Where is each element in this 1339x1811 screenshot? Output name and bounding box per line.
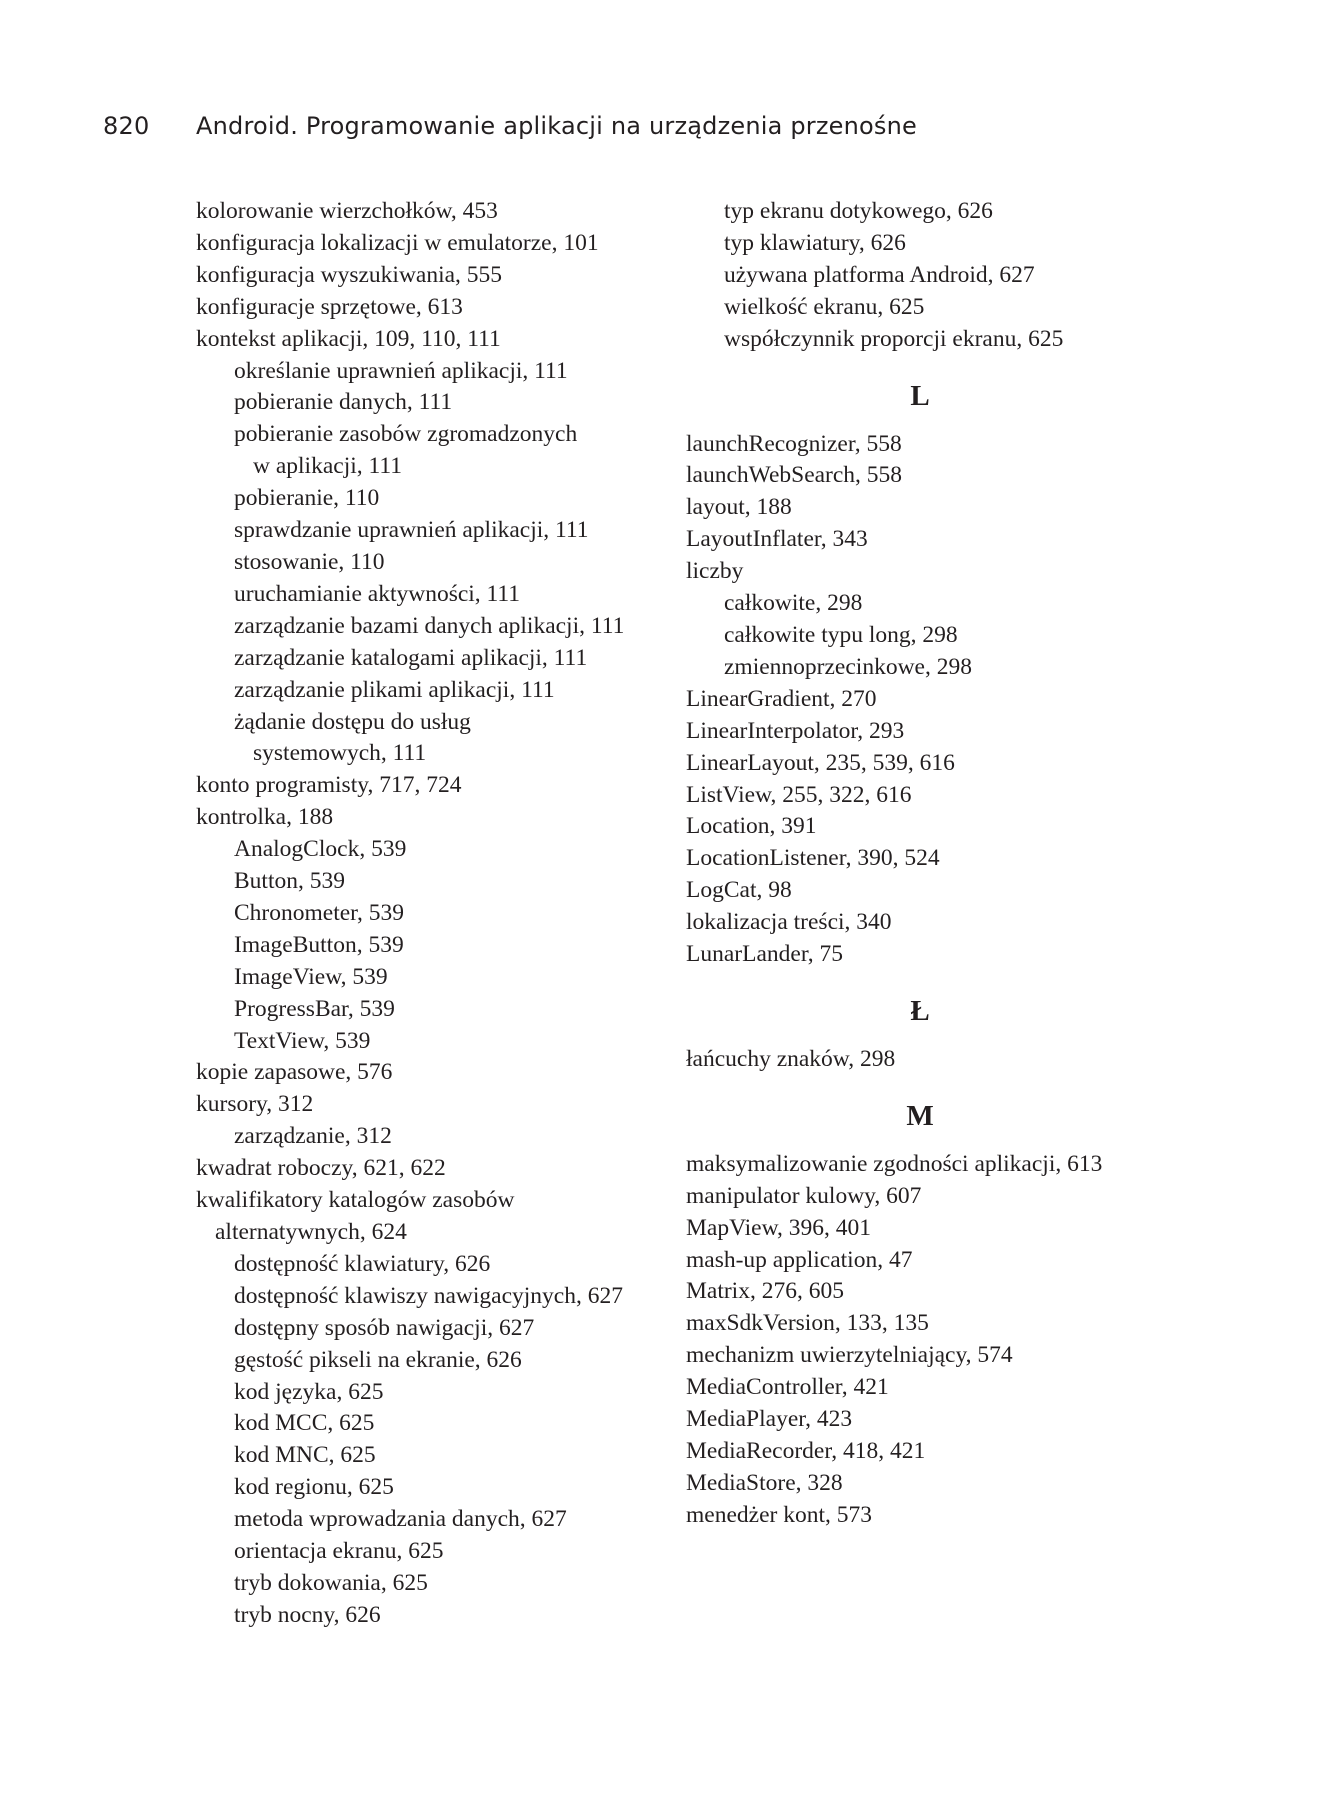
letter-section xyxy=(686,1076,1246,1532)
index-subentry: współczynnik proporcji ekranu, 625 xyxy=(724,325,1064,352)
index-entry: MediaPlayer, 423 xyxy=(686,1406,853,1433)
index-entry: LinearGradient, 270 xyxy=(686,685,877,712)
index-subentry: wielkość ekranu, 625 xyxy=(724,293,925,320)
index-subentry: tryb nocny, 626 xyxy=(234,1601,381,1628)
index-subentry: alternatywnych, 624 xyxy=(215,1219,407,1245)
index-entry: kwadrat roboczy, 621, 622 xyxy=(196,1155,446,1182)
index-entry: LinearLayout, 235, 539, 616 xyxy=(686,749,955,776)
index-entry: launchRecognizer, 558 xyxy=(686,430,902,457)
index-subentry: określanie uprawnień aplikacji, 111 xyxy=(234,357,568,384)
index-entry: MapView, 396, 401 xyxy=(686,1214,872,1241)
index-subentry: tryb dokowania, 625 xyxy=(234,1569,428,1596)
index-subentry: AnalogClock, 539 xyxy=(234,836,407,863)
index-entry: liczby xyxy=(686,558,744,585)
letter-section xyxy=(686,356,1246,971)
index-subentry: metoda wprowadzania danych, 627 xyxy=(234,1506,567,1533)
index-subentry: kod MNC, 625 xyxy=(234,1442,376,1469)
index-entry: kursory, 312 xyxy=(196,1091,314,1118)
section-spacer xyxy=(686,1076,1246,1084)
index-subentry: kod języka, 625 xyxy=(234,1378,384,1405)
index-column-right xyxy=(686,196,1246,1532)
index-entry: MediaController, 421 xyxy=(686,1374,889,1401)
index-entry: mechanizm uwierzytelniający, 574 xyxy=(686,1342,1013,1369)
index-entry: konfiguracja wyszukiwania, 555 xyxy=(196,261,503,288)
index-subentry: żądanie dostępu do usług xyxy=(234,708,471,735)
index-subentry: zarządzanie bazami danych aplikacji, 111 xyxy=(234,612,625,639)
index-subentry: pobieranie zasobów zgromadzonych xyxy=(234,421,578,448)
section-spacer xyxy=(686,356,1246,364)
index-subentry: ImageButton, 539 xyxy=(234,931,404,958)
index-entry: konfiguracje sprzętowe, 613 xyxy=(196,293,463,320)
index-subentry: uruchamianie aktywności, 111 xyxy=(234,580,521,607)
index-entry: Matrix, 276, 605 xyxy=(686,1278,844,1305)
index-subentry: zarządzanie plikami aplikacji, 111 xyxy=(234,676,555,703)
index-entry: LogCat, 98 xyxy=(686,877,792,904)
index-entry: maksymalizowanie zgodności aplikacji, 613 xyxy=(686,1150,1103,1177)
index-entry: maxSdkVersion, 133, 135 xyxy=(686,1310,929,1337)
index-subentry: całkowite typu long, 298 xyxy=(724,621,958,648)
index-entry: layout, 188 xyxy=(686,494,792,521)
continued-entries xyxy=(686,196,1246,356)
letter-sections xyxy=(686,356,1246,1532)
index-entry: menedżer kont, 573 xyxy=(686,1501,872,1528)
index-subentry: TextView, 539 xyxy=(234,1027,371,1054)
section-spacer xyxy=(686,971,1246,979)
index-entry: Location, 391 xyxy=(686,813,817,840)
index-entry: ListView, 255, 322, 616 xyxy=(686,781,912,808)
index-subentry: pobieranie danych, 111 xyxy=(234,389,453,416)
index-subentry: typ ekranu dotykowego, 626 xyxy=(724,198,993,224)
section-letter-heading: L xyxy=(910,379,930,412)
index-entry: kopie zapasowe, 576 xyxy=(196,1059,393,1086)
index-subentry: zarządzanie, 312 xyxy=(234,1123,392,1150)
index-entry: MediaRecorder, 418, 421 xyxy=(686,1438,926,1464)
index-entry: manipulator kulowy, 607 xyxy=(686,1182,922,1209)
index-entry: LunarLander, 75 xyxy=(686,941,843,968)
index-entry: LinearInterpolator, 293 xyxy=(686,717,905,744)
index-entry: kontrolka, 188 xyxy=(196,804,334,831)
index-subentry: używana platforma Android, 627 xyxy=(724,261,1035,288)
index-subentry: orientacja ekranu, 625 xyxy=(234,1538,444,1565)
index-subentry: kod regionu, 625 xyxy=(234,1474,394,1501)
index-subentry: stosowanie, 110 xyxy=(234,548,385,575)
index-subentry: całkowite, 298 xyxy=(724,590,863,617)
index-subentry: gęstość pikseli na ekranie, 626 xyxy=(234,1346,522,1373)
index-subentry: dostępny sposób nawigacji, 627 xyxy=(234,1314,535,1341)
index-subentry: zmiennoprzecinkowe, 298 xyxy=(724,653,972,680)
index-subentry: kod MCC, 625 xyxy=(234,1410,375,1437)
index-subentry: pobieranie, 110 xyxy=(234,485,380,512)
index-entry: kwalifikatory katalogów zasobów xyxy=(196,1187,515,1214)
index-subentry: Chronometer, 539 xyxy=(234,899,405,926)
index-entry: kontekst aplikacji, 109, 110, 111 xyxy=(196,325,501,352)
index-subentry: ImageView, 539 xyxy=(234,963,388,990)
book-title: Android. Programowanie aplikacji na urządzenia przenośne xyxy=(196,112,918,140)
index-entry: MediaStore, 328 xyxy=(686,1469,843,1496)
index-subentry: dostępność klawiszy nawigacyjnych, 627 xyxy=(234,1282,623,1309)
section-letter-heading: Ł xyxy=(910,994,930,1027)
index-entry: LayoutInflater, 343 xyxy=(686,526,868,553)
index-subentry: dostępność klawiatury, 626 xyxy=(234,1250,491,1277)
index-entry: LocationListener, 390, 524 xyxy=(686,845,940,872)
index-entry: łańcuchy znaków, 298 xyxy=(686,1045,896,1072)
index-column-left xyxy=(196,196,666,1632)
index-entry: kolorowanie wierzchołków, 453 xyxy=(196,198,498,224)
letter-section xyxy=(686,971,1246,1076)
index-subentry: sprawdzanie uprawnień aplikacji, 111 xyxy=(234,517,589,544)
index-subentry: ProgressBar, 539 xyxy=(234,995,395,1022)
index-subentry: w aplikacji, 111 xyxy=(253,453,403,480)
index-entry: konto programisty, 717, 724 xyxy=(196,772,462,799)
page-number: 820 xyxy=(103,112,150,140)
index-entry: mash-up application, 47 xyxy=(686,1246,913,1273)
index-entry: lokalizacja treści, 340 xyxy=(686,909,892,936)
index-subentry: typ klawiatury, 626 xyxy=(724,229,906,256)
index-entry: launchWebSearch, 558 xyxy=(686,462,903,489)
section-letter-heading: M xyxy=(906,1099,934,1132)
index-entry: konfiguracja lokalizacji w emulatorze, 101 xyxy=(196,229,599,256)
index-subentry: systemowych, 111 xyxy=(253,740,427,767)
index-subentry: zarządzanie katalogami aplikacji, 111 xyxy=(234,644,588,671)
index-subentry: Button, 539 xyxy=(234,868,345,895)
